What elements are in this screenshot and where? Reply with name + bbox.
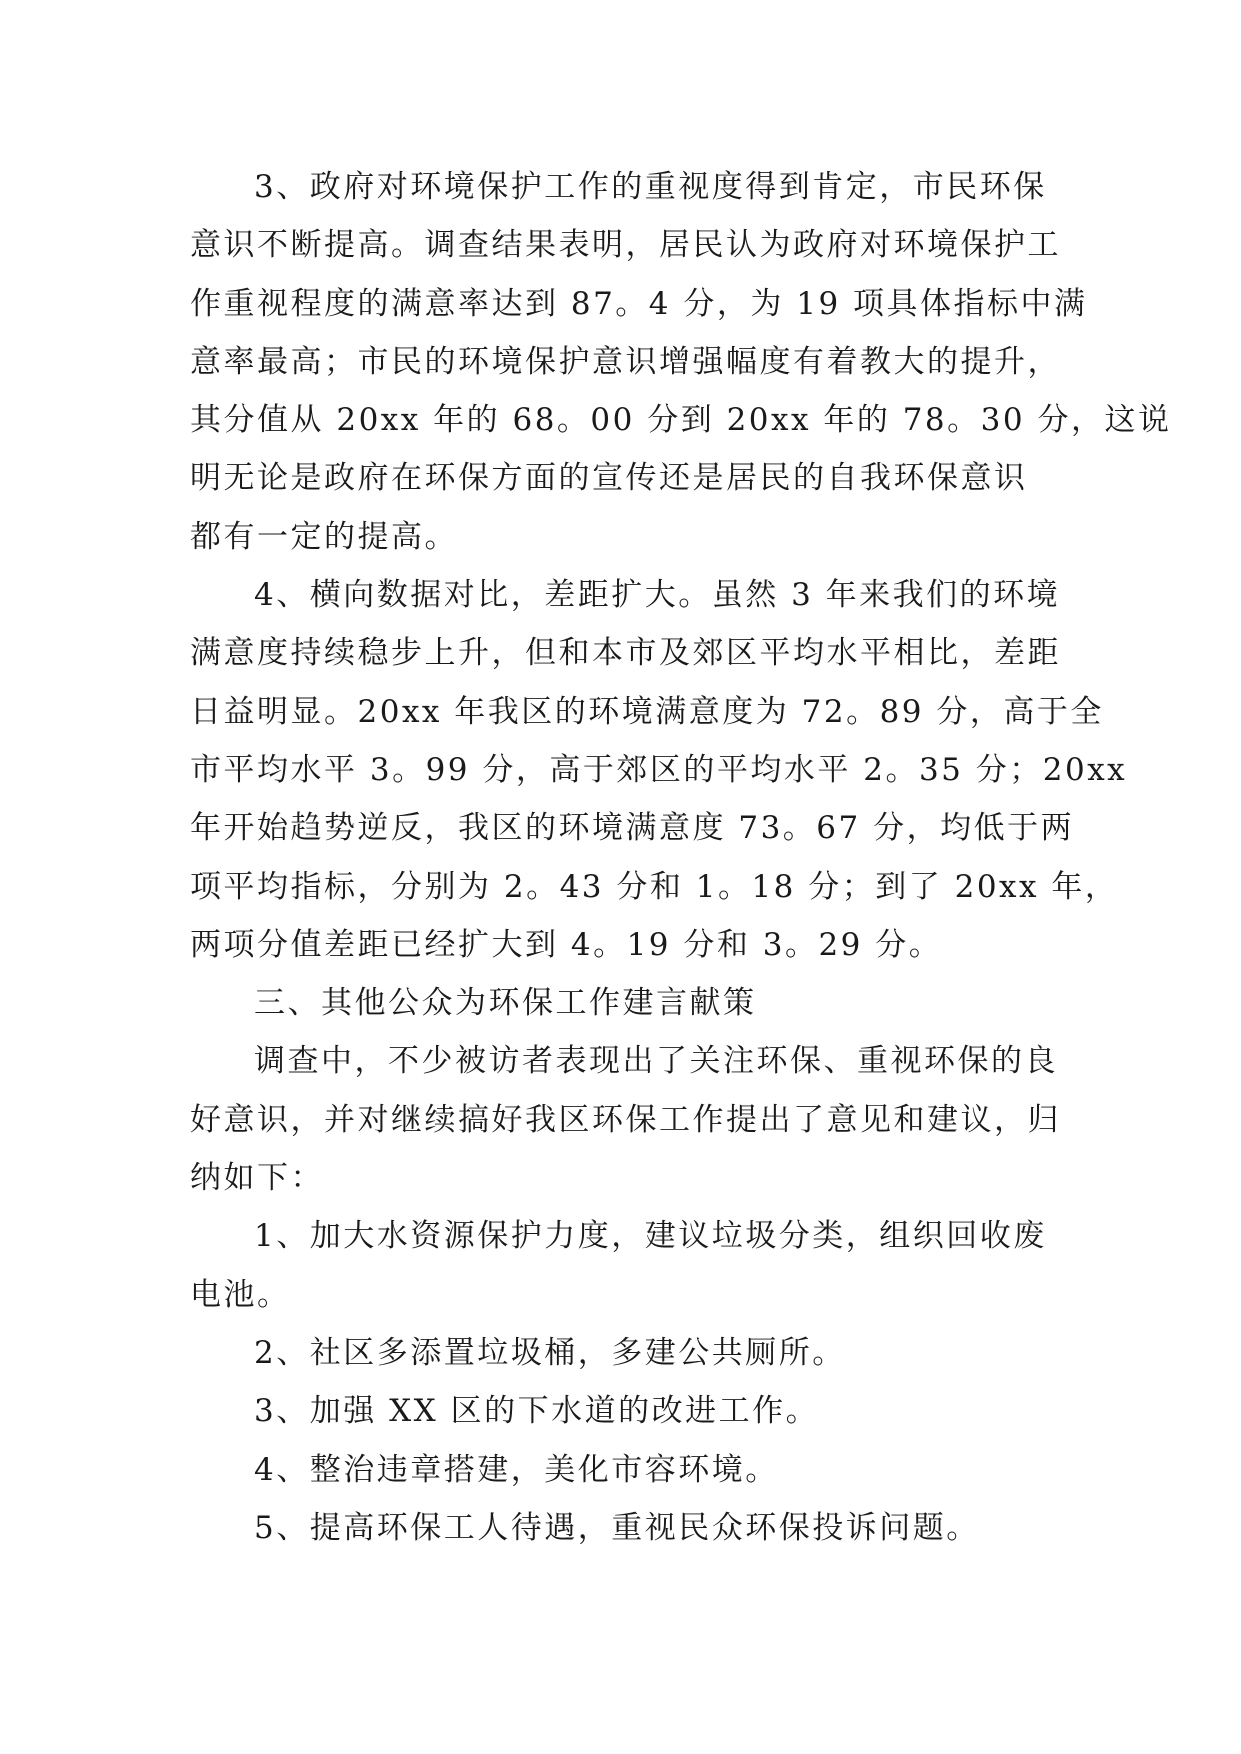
document-page — [190, 158, 1172, 1557]
text-line: 3、政府对环境保护工作的重视度得到肯定，市民环保 — [254, 169, 1047, 205]
suggestion-item-3: 3、加强 XX 区的下水道的改进工作。 — [254, 1393, 820, 1430]
text-line: 作重视程度的满意率达到 87。4 分，为 19 项具体指标中满 — [190, 285, 1088, 322]
paragraph-public-suggestions — [190, 1032, 1061, 1207]
suggestion-item-5: 5、提高环保工人待遇，重视民众环保投诉问题。 — [254, 1509, 980, 1546]
suggestion-item-4: 4、整治违章搭建，美化市容环境。 — [254, 1451, 779, 1488]
text-line: 年开始趋势逆反，我区的环境满意度 73。67 分，均低于两 — [190, 810, 1075, 847]
text-line: 纳如下： — [190, 1160, 324, 1197]
text-line: 电池。 — [190, 1276, 291, 1313]
text-line: 调查中，不少被访者表现出了关注环保、重视环保的良 — [254, 1043, 1058, 1080]
text-line: 4、横向数据对比，差距扩大。虽然 3 年来我们的环境 — [254, 577, 1061, 614]
text-line: 满意度持续稳步上升，但和本市及郊区平均水平相比，差距 — [190, 635, 1061, 672]
paragraph-horizontal-comparison — [190, 566, 1128, 974]
text-line: 日益明显。20xx 年我区的环境满意度为 72。89 分，高于全 — [190, 693, 1104, 730]
text-line: 市平均水平 3。99 分，高于郊区的平均水平 2。35 分；20xx — [190, 751, 1128, 788]
text-line: 项平均指标，分别为 2。43 分和 1。18 分；到了 20xx 年， — [190, 868, 1119, 905]
text-line: 1、加大水资源保护力度，建议垃圾分类，组织回收废 — [254, 1218, 1047, 1255]
paragraph-environment-awareness — [190, 158, 1172, 566]
text-line: 好意识，并对继续搞好我区环保工作提出了意见和建议，归 — [190, 1101, 1061, 1138]
text-line: 都有一定的提高。 — [190, 518, 458, 555]
suggestion-item-2: 2、社区多添置垃圾桶，多建公共厕所。 — [254, 1334, 846, 1371]
section-heading: 三、其他公众为环保工作建言献策 — [254, 985, 757, 1022]
text-line: 明无论是政府在环保方面的宣传还是居民的自我环保意识 — [190, 460, 1028, 497]
text-line: 其分值从 20xx 年的 68。00 分到 20xx 年的 78。30 分，这说 — [190, 402, 1172, 439]
text-line: 意率最高；市民的环境保护意识增强幅度有着教大的提升， — [190, 343, 1061, 380]
text-line: 两项分值差距已经扩大到 4。19 分和 3。29 分。 — [190, 926, 943, 963]
suggestion-item-1 — [190, 1207, 1050, 1324]
text-line: 意识不断提高。调查结果表明，居民认为政府对环境保护工 — [190, 227, 1061, 264]
